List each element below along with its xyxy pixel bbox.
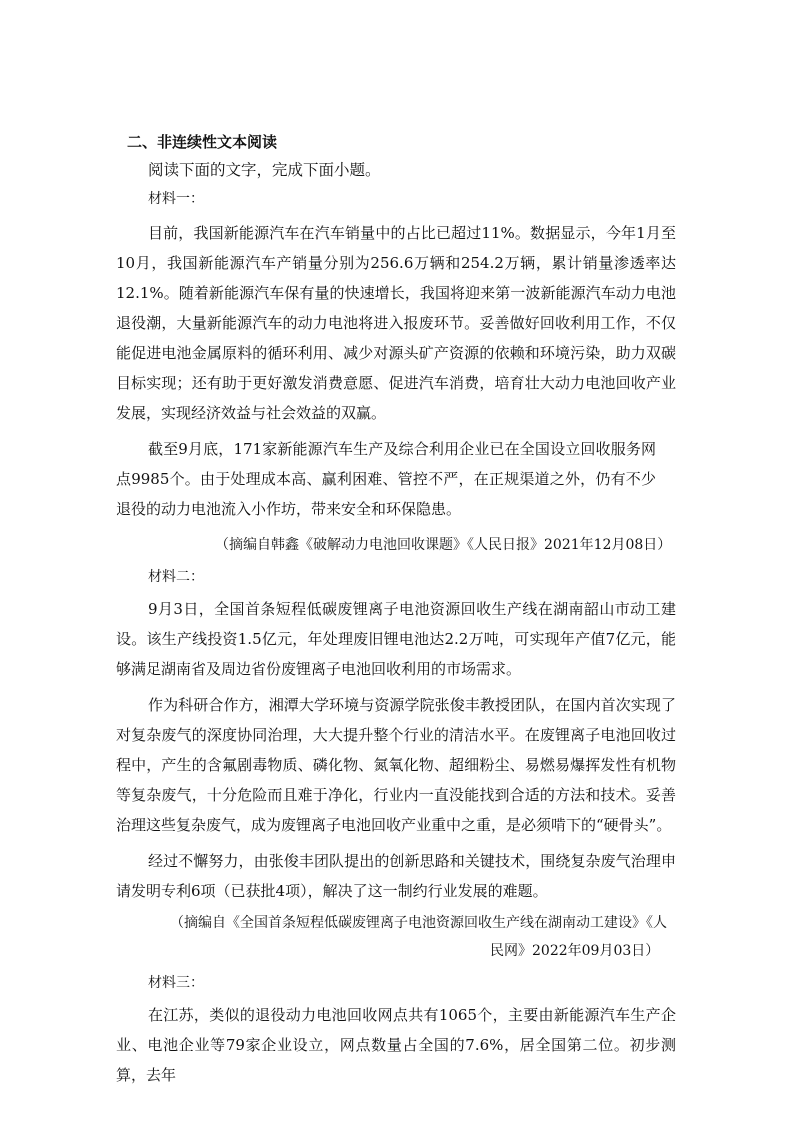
instruction-text: 阅读下面的文字，完成下面小题。 <box>148 161 381 179</box>
material2-paragraph-1: 9月3日，全国首条短程低碳废锂离子电池资源回收生产线在湖南韶山市动工建设。该生产线投资1.5亿元，年处理废旧锂电池达2.2万吨，可实现年产值7亿元，能够满足湖南省及周边省份废锂离子电池回收利用的市场需求。 <box>116 600 676 678</box>
material2-source-line-2: 民网》2022年09月03日） <box>490 943 660 959</box>
material2-paragraph-2: 作为科研合作方，湘潭大学环境与资源学院张俊丰教授团队，在国内首次实现了对复杂废气的深度协同治理，大大提升整个行业的清洁水平。在废锂离子电池回收过程中，产生的含氟剧毒物质、磷化物、氮氧化物、超细粉尘、易燃易爆挥发性有机物等复杂废气，十分危险而且难于净化，行业内一直没能找到合适的方法和技术。妥善治理这些复杂废气，成为废锂离子电池回收产业重中之重，是必须啃下的“硬骨头”。 <box>116 696 676 834</box>
material1-label: 材料一： <box>148 191 204 207</box>
material2-body <box>116 594 676 906</box>
material1-paragraph-2: 截至9月底，171家新能源汽车生产及综合利用企业已在全国设立回收服务网点9985个。由于处理成本高、赢利困难、管控不严，在正规渠道之外，仍有不少退役的动力电池流入小作坊，带来安全和环保隐患。 <box>116 440 656 518</box>
material3-paragraph-1: 在江苏，类似的退役动力电池回收网点共有1065个，主要由新能源汽车生产企业、电池企业等79家企业设立，网点数量占全国的7.6%，居全国第二位。初步测算，去年 <box>116 1006 676 1084</box>
section-title: 二、非连续性文本阅读 <box>127 133 278 151</box>
material2-source-line-1: （摘编自《全国首条短程低碳废锂离子电池资源回收生产线在湖南动工建设》《人 <box>170 915 667 931</box>
material1-paragraph-1: 目前，我国新能源汽车在汽车销量中的占比已超过11%。数据显示，今年1月至10月，我国新能源汽车产销量分别为256.6万辆和254.2万辆，累计销量渗透率达12.1%。随着新能源汽车保有量的快速增长，我国将迎来第一波新能源汽车动力电池退役潮，大量新能源汽车的动力电池将进入报废环节。妥善做好回收利用工作，不仅能促进电池金属原料的循环利用、减少对源头矿产资源的依赖和环境污染，助力双碳目标实现；还有助于更好激发消费意愿、促进汽车消费，培育壮大动力电池回收产业发展，实现经济效益与社会效益的双赢。 <box>116 224 676 422</box>
material2-paragraph-3: 经过不懈努力，由张俊丰团队提出的创新思路和关键技术，围绕复杂废气治理申请发明专利6项（已获批4项），解决了这一制约行业发展的难题。 <box>116 852 676 900</box>
material3-body <box>116 1000 676 1090</box>
material2-label: 材料二： <box>148 569 204 585</box>
material3-label: 材料三： <box>148 975 204 991</box>
material1-body <box>116 218 676 524</box>
material1-source: （摘编自韩鑫《破解动力电池回收课题》《人民日报》2021年12月08日） <box>215 537 672 553</box>
